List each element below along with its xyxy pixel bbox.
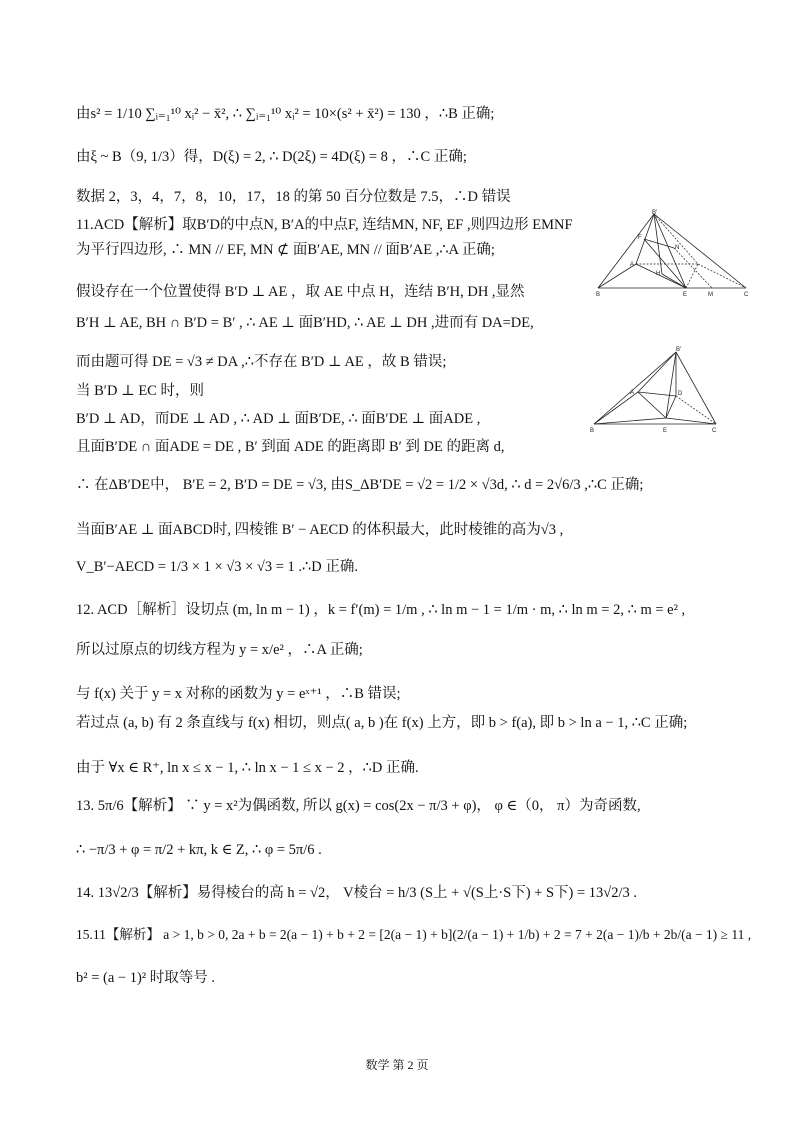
figure2-label-e: E <box>663 428 668 434</box>
figure2-label-a: A <box>630 390 635 396</box>
text-line: 与 f(x) 关于 y = x 对称的函数为 y = eˣ⁺¹ ，∴B 错误; <box>76 686 401 702</box>
text-line: 所以过原点的切线方程为 y = x/e² ，∴A 正确; <box>76 642 363 658</box>
figure1-label-f: F <box>638 235 642 241</box>
text-line: 14. 13√2/3【解析】易得棱台的高 h = √2， V棱台 = h/3 (S上 + √(S上·S下) + S下) = 13√2/3 . <box>76 885 638 901</box>
figure1-label-n: N <box>675 245 680 251</box>
text-line: 15.11【解析】 a > 1, b > 0, 2a + b = 2(a − 1) + b + 2 = [2(a − 1) + b](2/(a − 1) + 1/b) + 2 = 7 + 2(a − 1)/b + 2b/(a − 1) ≥ 11 , <box>76 927 752 942</box>
text-line: ∴ 在ΔB′DE中， B′E = 2, B′D = DE = √3, 由S_ΔB′DE = √2 = 1/2 × √3d, ∴ d = 2√6/3 ,∴C 正确; <box>76 477 644 493</box>
text-line: 由ξ ~ B（9, 1/3）得，D(ξ) = 2, ∴ D(2ξ) = 4D(ξ) = 8 ，∴C 正确; <box>76 149 467 165</box>
text-line: 为平行四边形, ∴ MN // EF, MN ⊄ 面B′AE, MN // 面B′AE ,∴A 正确; <box>76 242 495 258</box>
text-line: 12. ACD［解析］设切点 (m, ln m − 1) ，k = f′(m) = 1/m , ∴ ln m − 1 = 1/m · m, ∴ ln m = 2, ∴ m = e² , <box>76 602 686 618</box>
text-line: 若过点 (a, b) 有 2 条直线与 f(x) 相切，则点( a, b )在 f(x) 上方，即 b > f(a), 即 b > ln a − 1, ∴C 正确; <box>76 715 688 731</box>
text-line: 由于 ∀x ∈ R⁺, ln x ≤ x − 1, ∴ ln x − 1 ≤ x − 2 ，∴D 正确. <box>76 760 419 776</box>
text-line: V_B′−AECD = 1/3 × 1 × √3 × √3 = 1 .∴D 正确. <box>76 559 358 575</box>
text-line: 假设存在一个位置使得 B′D ⊥ AE ，取 AE 中点 H，连结 B′H, DH ,显然 <box>76 284 525 300</box>
figure2-label-bprime: B′ <box>676 347 682 353</box>
text-line: 13. 5π/6【解析】 ∵ y = x²为偶函数, 所以 g(x) = cos(2x − π/3 + φ)， φ ∈（0， π）为奇函数, <box>76 798 641 814</box>
text-line: 11.ACD【解析】取B′D的中点N, B′A的中点F, 连结MN, NF, EF ,则四边形 EMNF <box>76 217 573 233</box>
figure1-label-h: H <box>656 271 661 277</box>
figure1-label-e: E <box>683 292 688 298</box>
text-line: 而由题可得 DE = √3 ≠ DA ,∴不存在 B′D ⊥ AE ，故 B 错误; <box>76 354 447 370</box>
figure1-label-m: M <box>708 292 713 298</box>
text-line: 且面B′DE ∩ 面ADE = DE , B′ 到面 ADE 的距离即 B′ 到 DE 的距离 d, <box>76 439 505 455</box>
text-line: 由s² = 1/10 ∑ᵢ₌₁¹⁰ xᵢ² − x̄², ∴ ∑ᵢ₌₁¹⁰ xᵢ² = 10×(s² + x̄²) = 130 ，∴B 正确; <box>76 106 495 122</box>
figure2-label-b: B <box>590 428 595 434</box>
figure1-label-bprime: B′ <box>652 210 658 216</box>
figure1-label-b: B <box>596 292 601 298</box>
pyramid-figure-2 <box>588 340 720 436</box>
text-line: b² = (a − 1)² 时取等号 . <box>76 970 216 986</box>
pyramid-figure-1 <box>594 208 754 300</box>
figure1-label-a: A <box>630 262 635 268</box>
text-line: B′H ⊥ AE, BH ∩ B′D = B′ , ∴ AE ⊥ 面B′HD, ∴ AE ⊥ DH ,进而有 DA=DE, <box>76 315 534 331</box>
text-line: B′D ⊥ AD，而DE ⊥ AD , ∴ AD ⊥ 面B′DE, ∴ 面B′DE ⊥ 面ADE , <box>76 411 481 427</box>
figure1-label-c: C <box>744 292 749 298</box>
text-line: 当 B′D ⊥ EC 时，则 <box>76 383 204 399</box>
figure2-label-d: D <box>678 391 683 397</box>
page-footer: 数学 第 2 页 <box>365 1058 429 1072</box>
figure2-label-c: C <box>712 428 717 434</box>
text-line: ∴ −π/3 + φ = π/2 + kπ, k ∈ Z, ∴ φ = 5π/6 . <box>76 842 322 858</box>
text-line: 当面B′AE ⊥ 面ABCD时, 四棱锥 B′ − AECD 的体积最大，此时棱锥的高为√3 , <box>76 522 564 538</box>
text-line: 数据 2，3，4，7，8，10，17，18 的第 50 百分位数是 7.5，∴D 错误 <box>76 189 511 205</box>
